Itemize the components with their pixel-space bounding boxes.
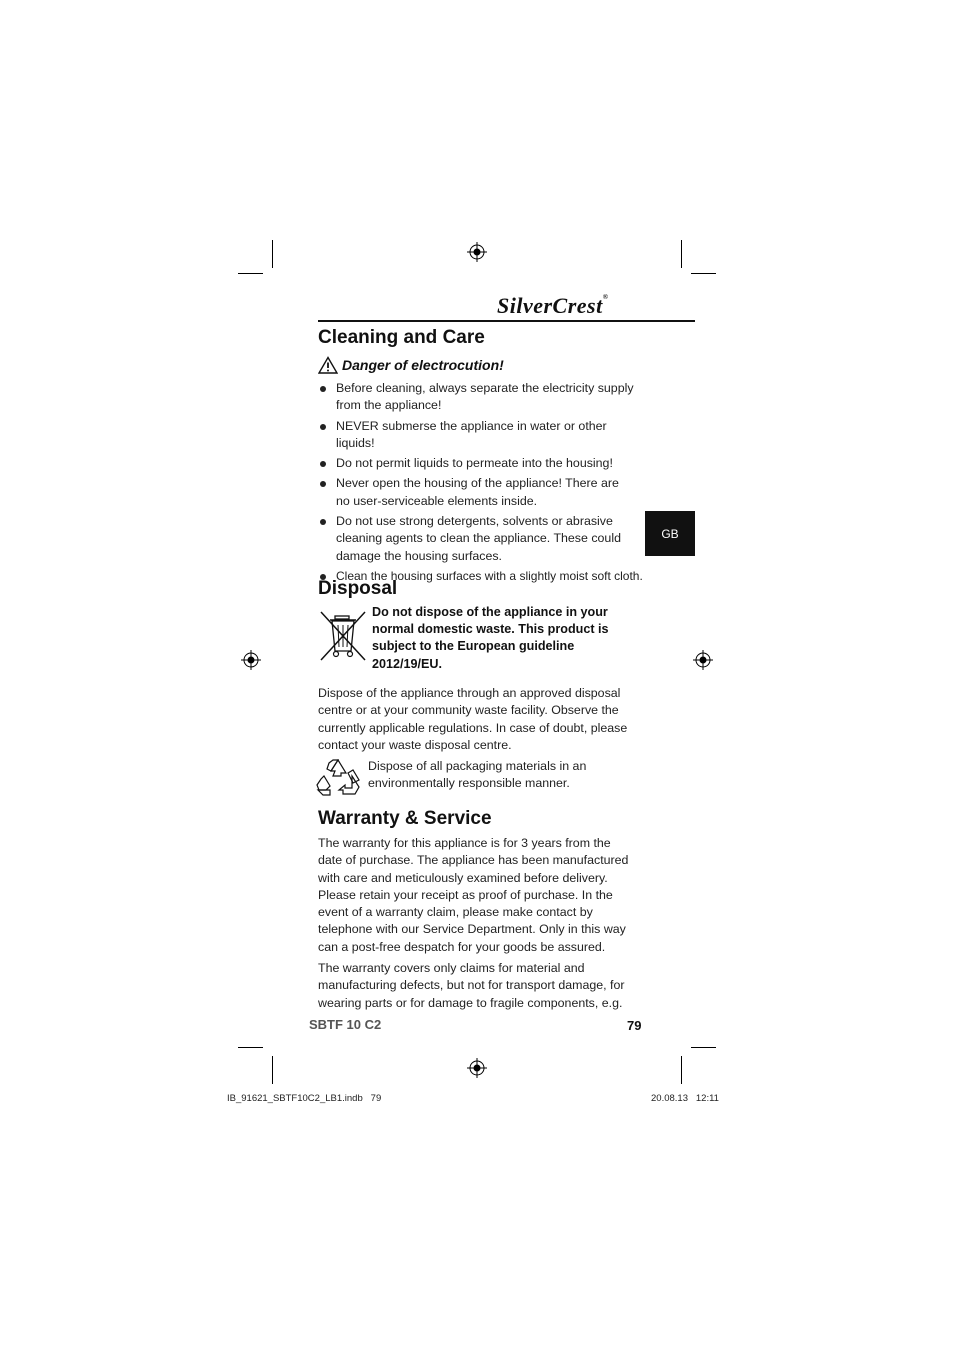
warranty-paragraph-2: The warranty covers only claims for material and manufacturing defects, but not for transport damage, for wearing parts or for damage to fragile components, e.g.: [318, 961, 625, 1010]
recycling-icon: [315, 757, 361, 797]
list-item: Do not use strong detergents, solvents or abrasive cleaning agents to clean the appliance. These could damage the housing surfaces.: [318, 513, 636, 565]
crop-mark: [681, 240, 682, 268]
crop-mark: [272, 1056, 273, 1084]
crop-mark: [272, 240, 273, 268]
list-item: NEVER submerse the appliance in water or other liquids!: [318, 418, 648, 453]
disposal-text: Dispose of the appliance through an approved disposal centre or at your community waste facility. Observe the currently applicable regulations. In case of doubt, please contact your waste disposal centre.: [318, 686, 628, 752]
footer-page-number: 79: [627, 1018, 642, 1033]
crop-mark: [238, 273, 263, 274]
warranty-title: Warranty & Service: [318, 808, 492, 829]
bullet-dot-icon: [320, 519, 326, 525]
packaging-text: Dispose of all packaging materials in an environmentally responsible manner.: [368, 759, 587, 791]
brand-name: SilverCrest: [497, 293, 603, 318]
registration-mark-icon: [693, 650, 713, 670]
registration-mark-icon: [241, 650, 261, 670]
footer-model-number: SBTF 10 C2: [309, 1017, 382, 1032]
bullet-dot-icon: [320, 481, 326, 487]
warranty-paragraph-1: The warranty for this appliance is for 3 years from the date of purchase. The appliance has been manufactured with care and meticulously examined before delivery. Please retain your receipt as proof of purchase. In the event of a warranty claim, please make contact by telephone with our Service Department. Only in this way can a post-free despatch for your goods be assured.: [318, 836, 629, 954]
bullet-dot-icon: [320, 424, 326, 430]
brand-logo: [497, 293, 639, 321]
list-item: Do not permit liquids to permeate into the housing!: [318, 455, 648, 472]
language-tab: [645, 511, 695, 556]
slug-datetime: 20.08.13 12:11: [651, 1093, 719, 1104]
crop-mark: [681, 1056, 682, 1084]
list-item: Clean the housing surfaces with a slightly moist soft cloth.: [318, 568, 648, 585]
list-item: Before cleaning, always separate the electricity supply from the appliance!: [318, 380, 648, 415]
list-item: Never open the housing of the appliance! There are no user-serviceable elements inside.: [318, 475, 636, 510]
disposal-notice: Do not dispose of the appliance in your normal domestic waste. This product is subject to the European guideline 2012/19/EU.: [372, 605, 609, 671]
warning-title: Danger of electrocution!: [342, 357, 504, 373]
crop-mark: [691, 273, 716, 274]
disposal-title: Disposal: [318, 578, 398, 599]
crop-mark: [691, 1047, 716, 1048]
crossed-bin-icon: [318, 608, 368, 662]
cleaning-title: Cleaning and Care: [318, 327, 485, 348]
cleaning-bullet-list: [318, 380, 648, 585]
trademark-symbol: ®: [602, 293, 609, 301]
warning-triangle-icon: [318, 356, 338, 374]
language-tab-label: GB: [661, 526, 679, 541]
bullet-dot-icon: [320, 386, 326, 392]
slug-filename: IB_91621_SBTF10C2_LB1.indb 79: [227, 1093, 382, 1104]
registration-mark-icon: [467, 242, 487, 262]
bullet-dot-icon: [320, 461, 326, 467]
registration-mark-icon: [467, 1058, 487, 1078]
header-rule: [318, 320, 695, 322]
crop-mark: [238, 1047, 263, 1048]
